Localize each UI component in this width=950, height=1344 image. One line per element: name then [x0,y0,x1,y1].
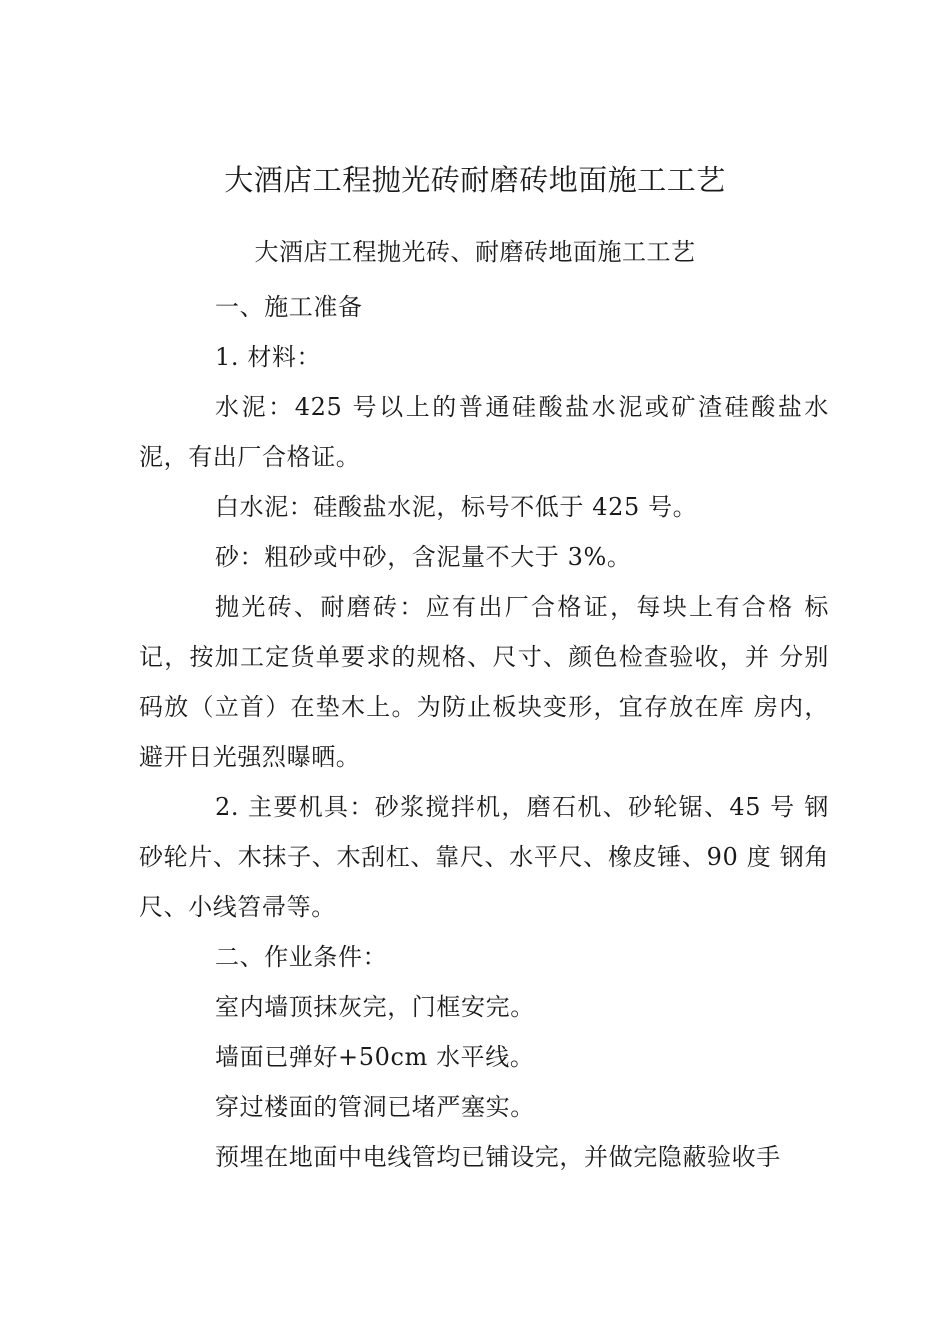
paragraph-tiles: 抛光砖、耐磨砖：应有出厂合格证，每块上有合格 标记，按加工定货单要求的规格、尺寸、颜色检查验收，并 分别码放（立首）在垫木上。为防止板块变形，宜存放在库 房内，避开日光强烈曝晒。 [139,593,829,771]
paragraph-white-cement: 白水泥：硅酸盐水泥，标号不低于 425 号。 [215,493,698,521]
paragraph-tools: 2. 主要机具：砂浆搅拌机，磨石机、砂轮锯、45 号 钢砂轮片、木抹子、木刮杠、靠尺、水平尺、橡皮锤、90 度 钢角尺、小线笤帚等。 [139,793,829,921]
section-heading-preparation: 一、施工准备 [215,293,363,321]
document-subtitle: 大酒店工程抛光砖、耐磨砖地面施工工艺 [254,238,696,266]
subheading-materials: 1. 材料： [215,343,322,371]
paragraph-plastering: 室内墙顶抹灰完，门框安完。 [215,993,535,1021]
paragraph-pipe-holes: 穿过楼面的管洞已堵严塞实。 [215,1093,535,1121]
paragraph-sand: 砂：粗砂或中砂，含泥量不大于 3%。 [215,543,632,571]
paragraph-level-line: 墙面已弹好+50cm 水平线。 [215,1043,535,1071]
document-title: 大酒店工程抛光砖耐磨砖地面施工工艺 [224,163,726,197]
section-heading-conditions: 二、作业条件： [215,943,388,971]
paragraph-cement: 水泥：425 号以上的普通硅酸盐水泥或矿渣硅酸盐水泥，有出厂合格证。 [139,393,829,471]
document-body [139,282,829,1182]
paragraph-conduits: 预埋在地面中电线管均已铺设完，并做完隐蔽验收手 [215,1143,781,1171]
